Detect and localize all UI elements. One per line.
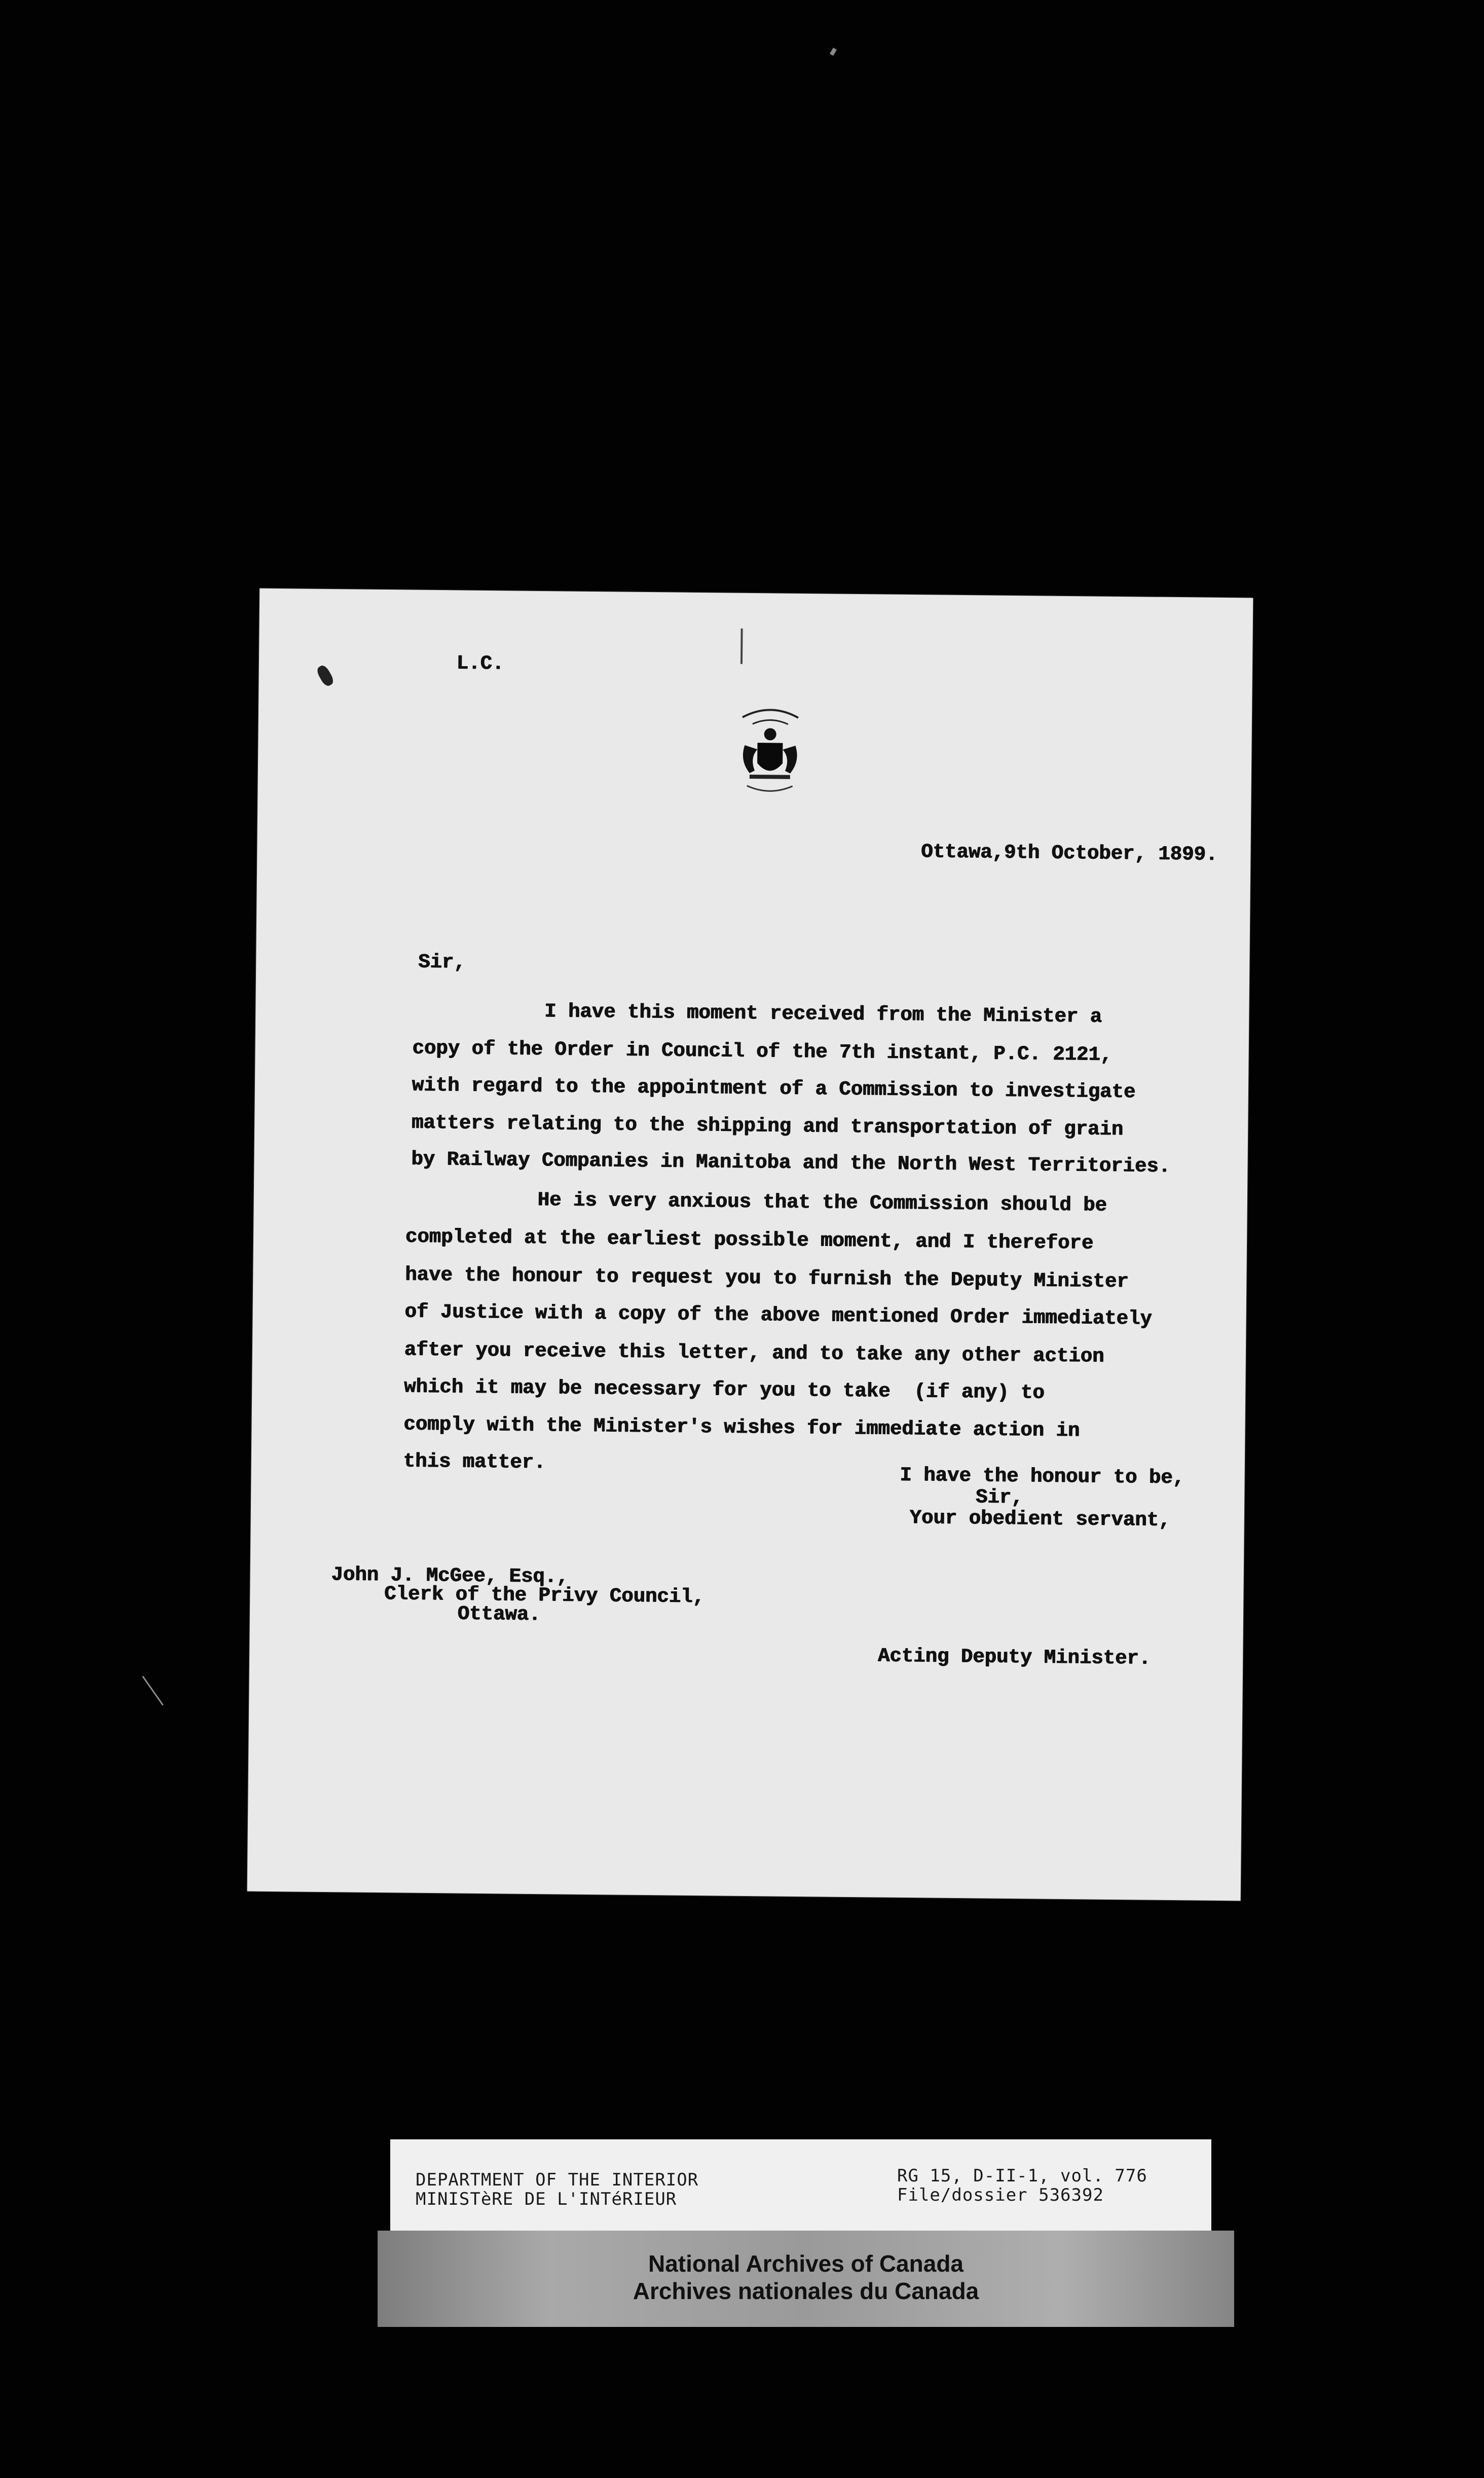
body-line: which it may be necessary for you to take (if any) to [404, 1375, 1045, 1404]
salutation: Sir, [418, 951, 466, 974]
file-number: File/dossier 536392 [897, 2185, 1104, 2205]
body-line: have the honour to request you to furnish the Deputy Minister [405, 1263, 1129, 1293]
archive-reference-label [390, 2139, 1211, 2231]
body-line: He is very anxious that the Commission should be [537, 1188, 1107, 1217]
dust-speck [830, 48, 837, 56]
addressee-city: Ottawa. [457, 1602, 541, 1626]
letter-page [247, 589, 1253, 1901]
record-group-reference: RG 15, D-II-1, vol. 776 [897, 2166, 1147, 2186]
closing-line: I have the honour to be, [900, 1464, 1185, 1489]
department-crest-icon [729, 695, 811, 797]
addressee-name: John J. McGee, Esq., [331, 1563, 569, 1588]
body-line: of Justice with a copy of the above mentioned Order immediately [404, 1300, 1153, 1330]
file-mark: L.C. [456, 652, 504, 675]
archives-name-english: National Archives of Canada [648, 2250, 963, 2277]
body-line: I have this moment received from the Minister a [544, 1000, 1102, 1028]
closing-servant: Your obedient servant, [909, 1507, 1171, 1532]
body-line: completed at the earliest possible moment, and I therefore [405, 1225, 1094, 1255]
pencil-mark [740, 629, 743, 664]
dust-speck [142, 1675, 164, 1705]
department-french: MINISTèRE DE L'INTéRIEUR [416, 2189, 677, 2209]
archives-banner [378, 2231, 1234, 2327]
body-line: by Railway Companies in Manitoba and the North West Territories. [411, 1148, 1171, 1178]
body-line: copy of the Order in Council of the 7th instant, P.C. 2121, [412, 1037, 1112, 1066]
date-line: Ottawa,9th October, 1899. [921, 841, 1218, 866]
closing-sir: Sir, [976, 1486, 1024, 1509]
addressee-title: Clerk of the Privy Council, [384, 1583, 705, 1609]
body-line: with regard to the appointment of a Commission to investigate [412, 1074, 1136, 1104]
department-english: DEPARTMENT OF THE INTERIOR [416, 2170, 699, 2190]
signature-title: Acting Deputy Minister. [878, 1645, 1151, 1670]
archives-name-french: Archives nationales du Canada [633, 2278, 979, 2304]
body-line: after you receive this letter, and to take any other action [404, 1338, 1104, 1368]
body-line: matters relating to the shipping and transportation of grain [412, 1111, 1124, 1141]
body-line: comply with the Minister's wishes for immediate action in [403, 1413, 1080, 1442]
body-line: this matter. [403, 1450, 546, 1474]
ink-smudge [315, 664, 336, 687]
